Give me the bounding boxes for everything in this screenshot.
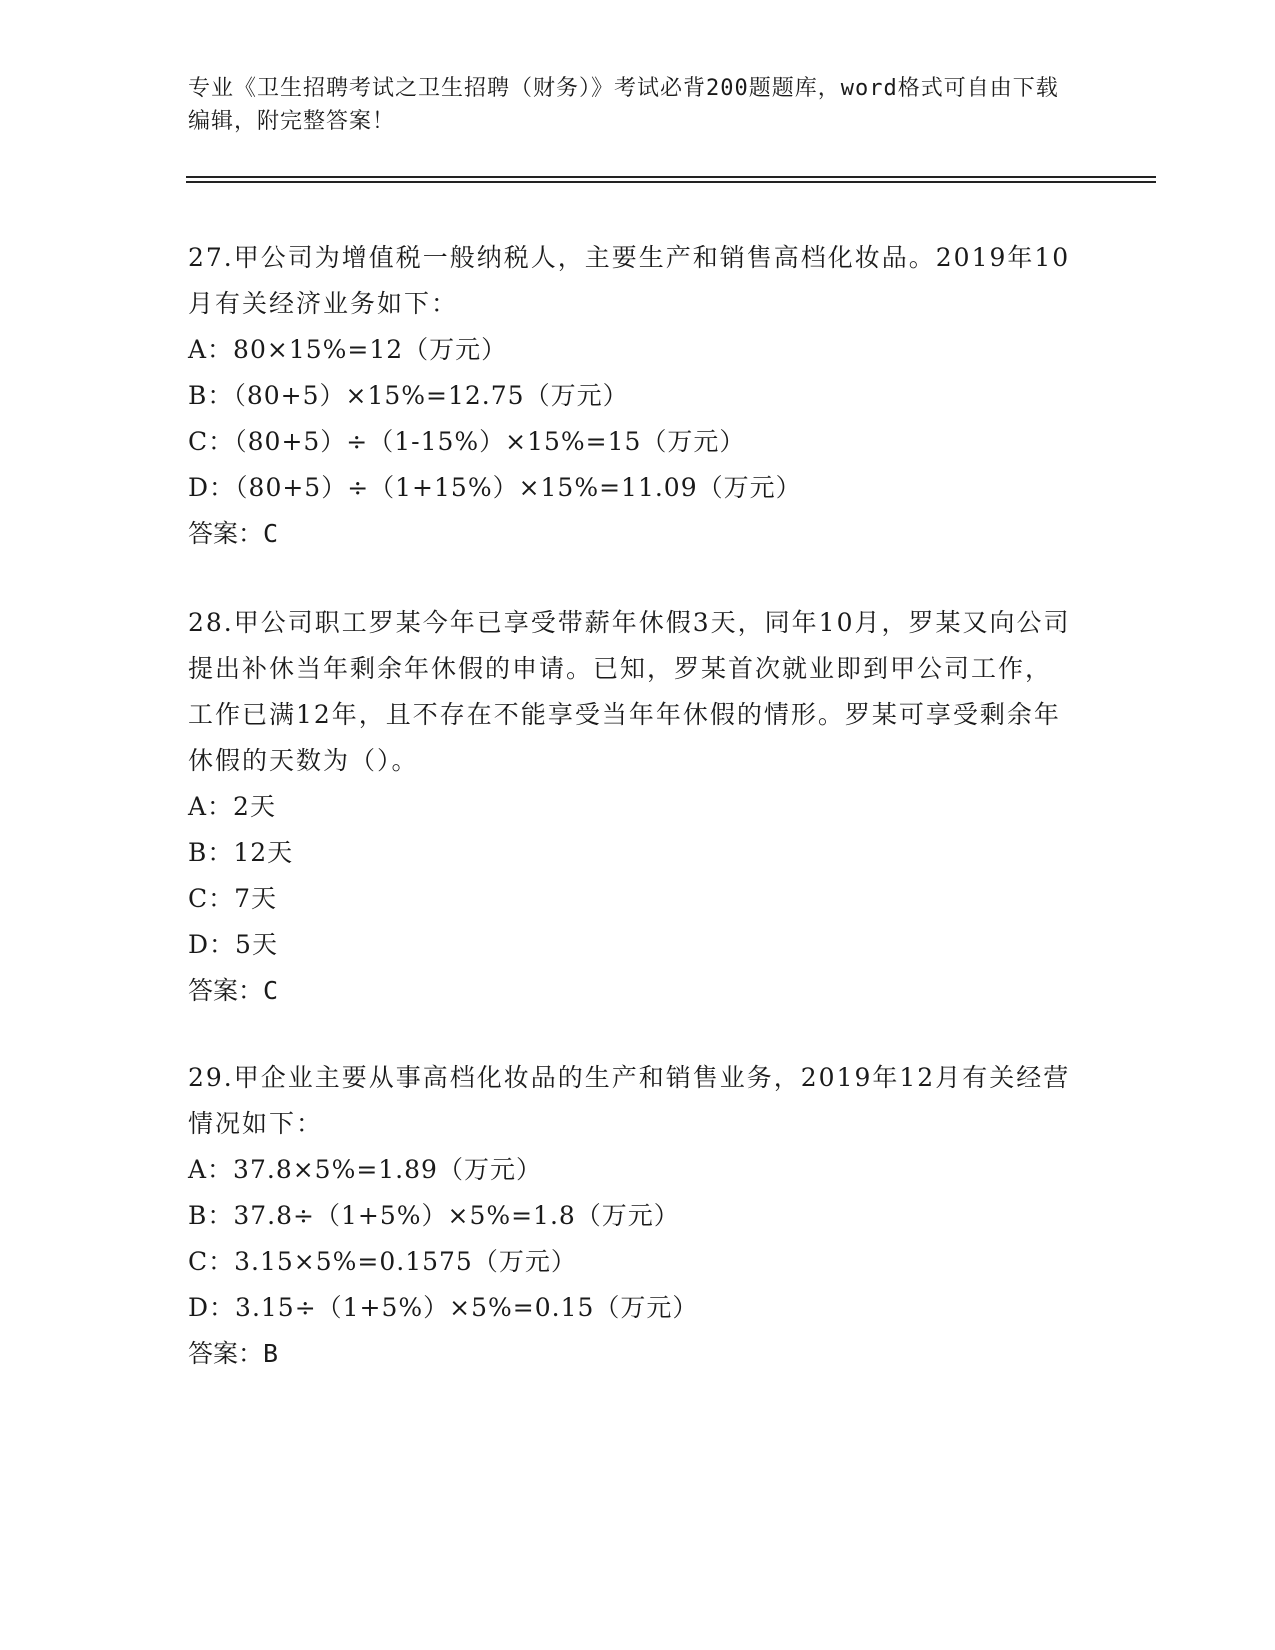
option-b: B：（80+5）×15%=12.75（万元） xyxy=(188,381,629,410)
header-divider-bottom xyxy=(186,181,1156,183)
question-27 xyxy=(188,235,1078,557)
question-stem: 27.甲公司为增值税一般纳税人，主要生产和销售高档化妆品。2019年10月有关经济业务如下： xyxy=(188,243,1071,318)
option-b: B：37.8÷（1+5%）×5%=1.8（万元） xyxy=(188,1201,680,1230)
question-stem: 28.甲公司职工罗某今年已享受带薪年休假3天，同年10月，罗某又向公司提出补休当年剩余年休假的申请。已知，罗某首次就业即到甲公司工作，工作已满12年，且不存在不能享受当年年休假的情形。罗某可享受剩余年休假的天数为（）。 xyxy=(188,608,1071,775)
option-c: C：7天 xyxy=(188,884,278,913)
question-29 xyxy=(188,1055,1078,1377)
option-d: D：（80+5）÷（1+15%）×15%=11.09（万元） xyxy=(188,473,802,502)
answer-line: 答案：C xyxy=(188,976,279,1005)
option-a: A：37.8×5%=1.89（万元） xyxy=(188,1155,542,1184)
question-stem: 29.甲企业主要从事高档化妆品的生产和销售业务，2019年12月有关经营情况如下： xyxy=(188,1063,1071,1138)
option-c: C：（80+5）÷（1-15%）×15%=15（万元） xyxy=(188,427,746,456)
question-28 xyxy=(188,600,1078,1014)
document-header: 专业《卫生招聘考试之卫生招聘（财务）》考试必背200题题库，word格式可自由下载编辑，附完整答案！ xyxy=(188,76,1059,134)
answer-line: 答案：B xyxy=(188,1339,279,1368)
option-d: D：5天 xyxy=(188,930,278,959)
answer-line: 答案：C xyxy=(188,519,279,548)
option-c: C：3.15×5%=0.1575（万元） xyxy=(188,1247,577,1276)
option-d: D：3.15÷（1+5%）×5%=0.15（万元） xyxy=(188,1293,699,1322)
option-b: B：12天 xyxy=(188,838,294,867)
header-divider-top xyxy=(186,176,1156,178)
option-a: A：80×15%=12（万元） xyxy=(188,335,508,364)
option-a: A：2天 xyxy=(188,792,276,821)
